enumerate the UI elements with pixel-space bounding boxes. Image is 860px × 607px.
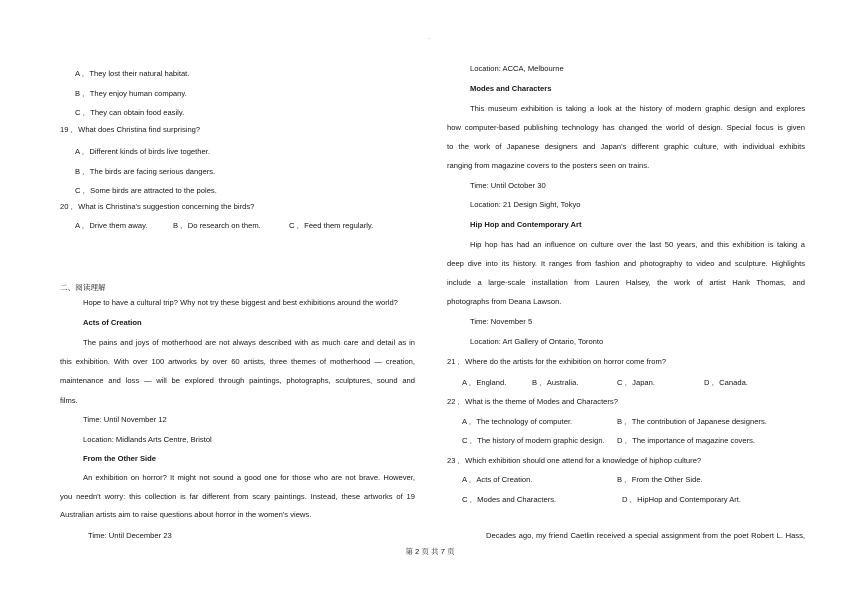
acts-line-1: The pains and joys of motherhood are not always described with as much care and detail as in xyxy=(83,338,415,347)
q23-option-d: D ．HipHop and Contemporary Art. xyxy=(622,495,742,504)
question-19: 19 ．What does Christina find surprising? xyxy=(60,125,201,134)
q20-option-b: B ．Do research on them. xyxy=(173,221,261,230)
acts-title: Acts of Creation xyxy=(83,318,142,327)
q21-option-a: A ．England. xyxy=(462,378,507,387)
other-time: Time: Until December 23 xyxy=(88,531,172,540)
q19-option-c: C ．Some birds are attracted to the poles. xyxy=(75,186,217,195)
q19-option-a: A ．Different kinds of birds live together. xyxy=(75,147,210,156)
section-heading: 二、阅读理解 xyxy=(60,283,106,292)
hiphop-line-3: include a large-scale installation from Lauren Halsey, the work of artist Hank Thomas, and xyxy=(447,278,805,287)
q22-option-d: D ．The importance of magazine covers. xyxy=(617,436,756,445)
q21-option-d: D ．Canada. xyxy=(704,378,748,387)
modes-line-4: ranging from magazine covers to the posters seen on trains. xyxy=(447,161,650,170)
passage-intro: Hope to have a cultural trip? Why not try these biggest and best exhibitions around the world? xyxy=(83,298,398,307)
q23-option-b: B ．From the Other Side. xyxy=(617,475,703,484)
q23-option-c: C ．Modes and Characters. xyxy=(462,495,557,504)
modes-line-3: to the work of Japanese designers and Japan's different graphic culture, with individual exhibits xyxy=(447,142,805,151)
modes-location: Location: 21 Design Sight, Tokyo xyxy=(470,200,581,209)
modes-line-1: This museum exhibition is taking a look at the history of modern graphic design and explores xyxy=(470,104,805,113)
other-line-3: Australian artists aim to raise questions about horror in the women's views. xyxy=(60,510,312,519)
other-side-title: From the Other Side xyxy=(83,454,156,463)
modes-time: Time: Until October 30 xyxy=(470,181,546,190)
other-line-1: An exhibition on horror? It might not sound a good one for those who are not brave. However, xyxy=(83,473,415,482)
q20-option-c: C ．Feed them regularly. xyxy=(289,221,374,230)
next-passage-line: Decades ago, my friend Caetlin received a special assignment from the poet Robert L. Hass, xyxy=(486,531,805,540)
q22-option-a: A ．The technology of computer. xyxy=(462,417,573,426)
page-footer: 第 2 页 共 7 页 xyxy=(405,547,455,556)
acts-line-4: films. xyxy=(60,396,78,405)
acca-location: Location: ACCA, Melbourne xyxy=(470,64,564,73)
q20-option-a: A ．Drive them away. xyxy=(75,221,148,230)
q22-option-b: B ．The contribution of Japanese designers. xyxy=(617,417,767,426)
q18-option-a: A ．They lost their natural habitat. xyxy=(75,69,190,78)
hiphop-line-4: photographs from Deana Lawson. xyxy=(447,297,562,306)
acts-time: Time: Until November 12 xyxy=(83,415,167,424)
question-21: 21 ．Where do the artists for the exhibition on horror come from? xyxy=(447,357,667,366)
hiphop-title: Hip Hop and Contemporary Art xyxy=(470,220,582,229)
hiphop-location: Location: Art Gallery of Ontario, Toronto xyxy=(470,337,604,346)
q23-option-a: A ．Acts of Creation. xyxy=(462,475,533,484)
q18-option-c: C ．They can obtain food easily. xyxy=(75,108,185,117)
question-20: 20 ．What is Christina's suggestion concerning the birds? xyxy=(60,202,255,211)
q21-option-b: B ．Australia. xyxy=(532,378,579,387)
header-mark: · xyxy=(428,36,430,42)
modes-line-2: how computer-based publishing technology has changed the world of design. Special focus is given xyxy=(447,123,805,132)
question-22: 22 ．What is the theme of Modes and Characters? xyxy=(447,397,618,406)
hiphop-line-2: deep dive into its history. It ranges from fashion and photography to video and sculpture. Highlights xyxy=(447,259,805,268)
hiphop-time: Time: November 5 xyxy=(470,317,533,326)
hiphop-line-1: Hip hop has had an influence on culture over the last 50 years, and this exhibition is taking a xyxy=(470,240,805,249)
acts-line-3: maintenance and loss — will be explored through paintings, photographs, sculptures, sound and xyxy=(60,376,415,385)
acts-location: Location: Midlands Arts Centre, Bristol xyxy=(83,435,212,444)
question-23: 23 ．Which exhibition should one attend for a knowledge of hiphop culture? xyxy=(447,456,702,465)
q21-option-c: C ．Japan. xyxy=(617,378,655,387)
modes-title: Modes and Characters xyxy=(470,84,552,93)
q19-option-b: B ．The birds are facing serious dangers. xyxy=(75,167,216,176)
q22-option-c: C ．The history of modern graphic design. xyxy=(462,436,605,445)
q18-option-b: B ．They enjoy human company. xyxy=(75,89,187,98)
other-line-2: you needn't worry: this collection is far different from scary paintings. Instead, these artworks of 19 xyxy=(60,492,415,501)
acts-line-2: this exhibition. With over 100 artworks by over 60 artists, three themes of motherhood — creation, xyxy=(60,357,415,366)
